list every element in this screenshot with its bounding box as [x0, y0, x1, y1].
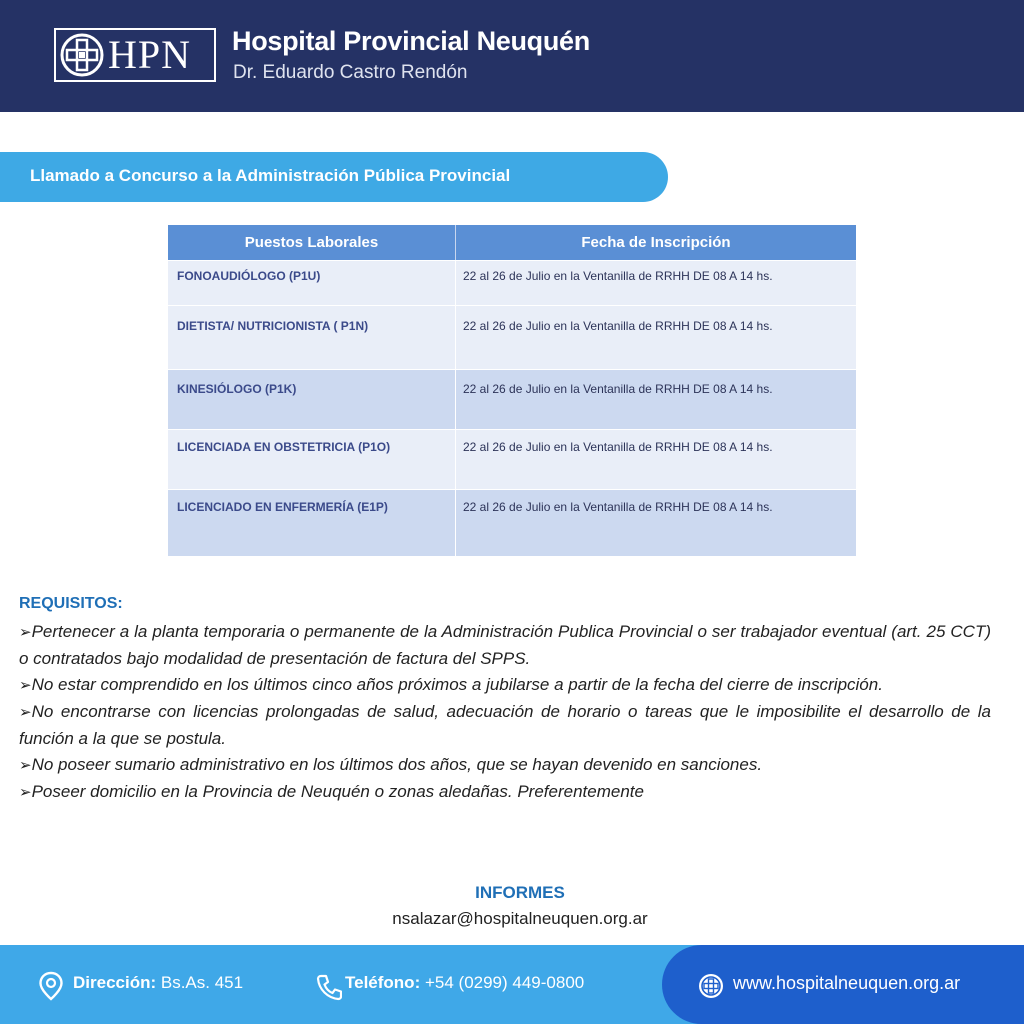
cell-fecha: 22 al 26 de Julio en la Ventanilla de RRHH DE 08 A 14 hs. — [463, 269, 773, 283]
logo-text: HPN — [108, 32, 192, 77]
list-item — [19, 752, 991, 779]
cell-puesto: FONOAUDIÓLOGO (P1U) — [168, 261, 456, 305]
footer-address — [73, 973, 243, 993]
hospital-subtitle: Dr. Eduardo Castro Rendón — [233, 62, 468, 83]
list-item — [19, 699, 991, 752]
list-item-text: Poseer domicilio en la Provincia de Neuquén o zonas aledañas. Preferentemente — [31, 782, 644, 801]
hospital-logo-icon — [698, 973, 724, 999]
arrow-bullet-icon: ➢ — [19, 757, 32, 774]
list-item — [19, 619, 991, 672]
phone-value: +54 (0299) 449-0800 — [424, 973, 585, 992]
cell-puesto: DIETISTA/ NUTRICIONISTA ( P1N) — [168, 306, 456, 369]
list-item-text: No estar comprendido en los últimos cinco años próximos a jubilarse a partir de la fecha del cierre de inscripción. — [31, 675, 883, 694]
table-row — [168, 260, 856, 305]
phone-icon — [316, 973, 342, 1001]
positions-table — [168, 225, 856, 556]
cell-fecha: 22 al 26 de Julio en la Ventanilla de RRHH DE 08 A 14 hs. — [463, 382, 773, 396]
requisitos-title: REQUISITOS: — [19, 595, 123, 612]
list-item — [19, 779, 991, 806]
footer-phone — [345, 973, 584, 993]
column-header-fecha: Fecha de Inscripción — [581, 234, 731, 251]
table-row — [168, 369, 856, 429]
table-row — [168, 305, 856, 369]
phone-label: Teléfono: — [345, 973, 421, 992]
list-item-text: No poseer sumario administrativo en los últimos dos años, que se hayan devenido en sanciones. — [31, 755, 763, 774]
hospital-cross-icon — [58, 31, 106, 79]
banner-title: Llamado a Concurso a la Administración Pública Provincial — [30, 166, 511, 185]
list-item-text: No encontrarse con licencias prolongadas de salud, adecuación de horario o tareas que le imposibilite el desarrollo de la función a la que se postula. — [19, 702, 991, 748]
column-header-puestos: Puestos Laborales — [168, 225, 456, 260]
website-link[interactable]: www.hospitalneuquen.org.ar — [733, 973, 961, 993]
hpn-logo — [54, 28, 216, 82]
requisitos-list — [19, 619, 991, 806]
title-banner — [0, 152, 668, 202]
address-label: Dirección: — [73, 973, 157, 992]
arrow-bullet-icon: ➢ — [19, 704, 32, 721]
table-row — [168, 489, 856, 556]
cell-fecha: 22 al 26 de Julio en la Ventanilla de RRHH DE 08 A 14 hs. — [463, 500, 773, 514]
arrow-bullet-icon: ➢ — [19, 784, 32, 801]
cell-puesto: LICENCIADA EN OBSTETRICIA (P1O) — [168, 430, 456, 489]
cell-fecha: 22 al 26 de Julio en la Ventanilla de RRHH DE 08 A 14 hs. — [463, 440, 773, 454]
location-pin-icon — [38, 971, 64, 1001]
table-row — [168, 429, 856, 489]
informes-email[interactable]: nsalazar@hospitalneuquen.org.ar — [392, 909, 648, 928]
hospital-name: Hospital Provincial Neuquén — [232, 26, 590, 56]
header — [0, 0, 1024, 112]
list-item — [19, 672, 991, 699]
list-item-text: Pertenecer a la planta temporaria o permanente de la Administración Publica Provincial o ser trabajador eventual (art. 25 CCT) o contratados bajo modalidad de presentación de factura del SPPS. — [19, 622, 991, 668]
address-value: Bs.As. 451 — [160, 973, 244, 992]
informes-title: INFORMES — [475, 883, 565, 902]
cell-puesto: LICENCIADO EN ENFERMERÍA (E1P) — [168, 490, 456, 556]
footer — [0, 945, 1024, 1024]
cell-fecha: 22 al 26 de Julio en la Ventanilla de RRHH DE 08 A 14 hs. — [463, 319, 773, 333]
arrow-bullet-icon: ➢ — [19, 677, 32, 694]
arrow-bullet-icon: ➢ — [19, 624, 32, 641]
table-header — [168, 225, 856, 260]
cell-puesto: KINESIÓLOGO (P1K) — [168, 370, 456, 429]
